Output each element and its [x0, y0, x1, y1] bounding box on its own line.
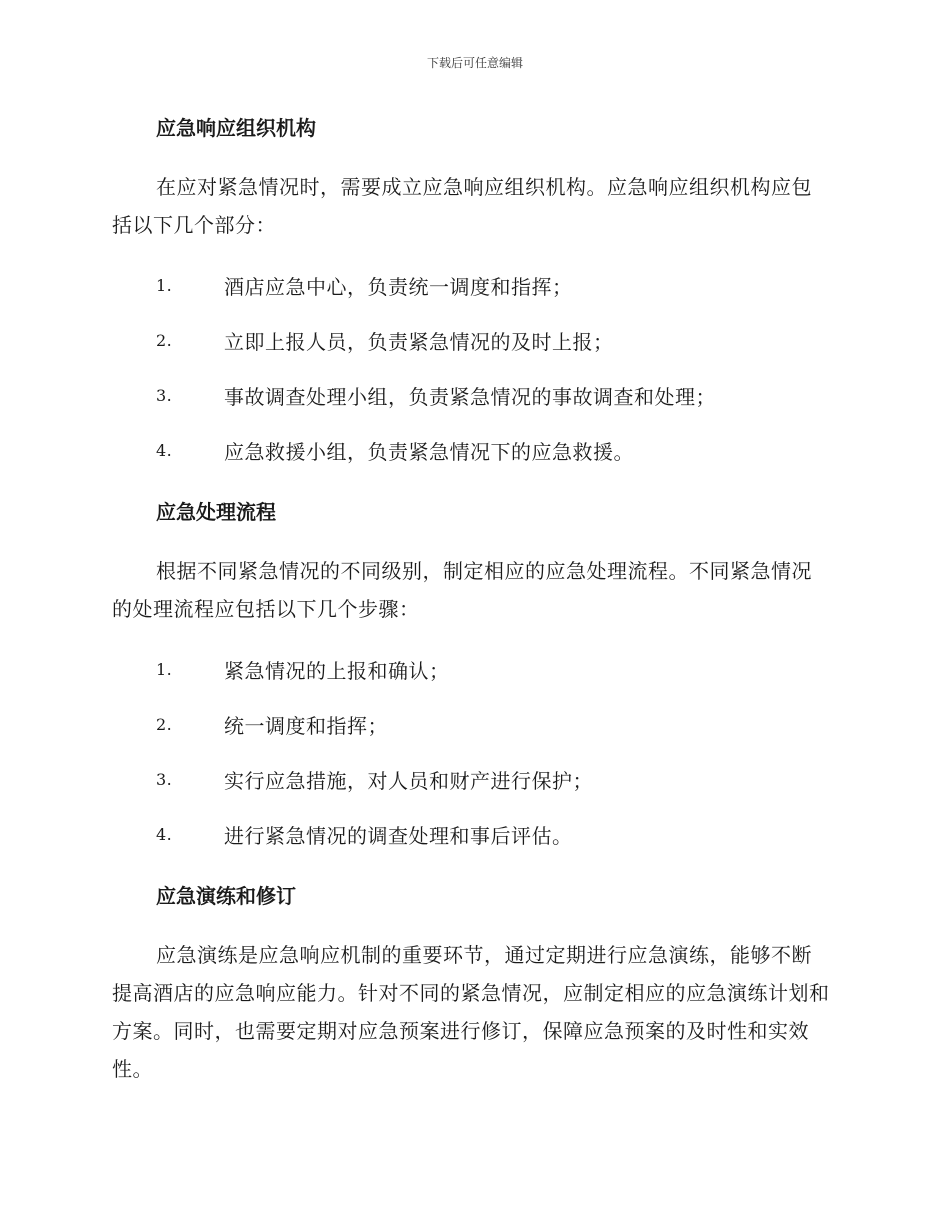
section-procedure	[112, 492, 832, 862]
list-number: 2.	[156, 715, 173, 734]
list-number: 4.	[156, 441, 173, 460]
section-heading: 应急演练和修订	[156, 884, 296, 908]
list-item	[112, 642, 832, 697]
list-text: 进行紧急情况的调查处理和事后评估。	[224, 824, 573, 848]
list-text: 立即上报人员，负责紧急情况的及时上报；	[224, 330, 614, 354]
list-number: 1.	[156, 276, 173, 295]
list-item	[112, 807, 832, 862]
section-paragraph: 在应对紧急情况时，需要成立应急响应组织机构。应急响应组织机构应包括以下几个部分：	[112, 175, 812, 237]
list-item	[112, 368, 832, 423]
list-text: 统一调度和指挥；	[224, 714, 388, 738]
list-item	[112, 697, 832, 752]
document-body	[112, 108, 832, 1102]
list-number: 3.	[156, 770, 173, 789]
list-item	[112, 258, 832, 313]
page-header: 下载后可任意编辑	[426, 56, 523, 70]
section-organization	[112, 108, 832, 478]
numbered-list	[112, 642, 832, 862]
numbered-list	[112, 258, 832, 478]
section-paragraph: 根据不同紧急情况的不同级别，制定相应的应急处理流程。不同紧急情况的处理流程应包括以下几个步骤：	[112, 559, 812, 621]
list-item	[112, 423, 832, 478]
section-paragraph: 应急演练是应急响应机制的重要环节，通过定期进行应急演练，能够不断提高酒店的应急响应能力。针对不同的紧急情况，应制定相应的应急演练计划和方案。同时，也需要定期对应急预案进行修订，保障应急预案的及时性和实效性。	[112, 943, 830, 1081]
list-text: 紧急情况的上报和确认；	[224, 659, 450, 683]
list-number: 4.	[156, 825, 173, 844]
list-text: 酒店应急中心，负责统一调度和指挥；	[224, 275, 573, 299]
list-item	[112, 752, 832, 807]
section-heading: 应急处理流程	[156, 500, 276, 524]
list-number: 2.	[156, 331, 173, 350]
list-number: 1.	[156, 660, 173, 679]
section-heading: 应急响应组织机构	[156, 116, 316, 140]
section-drill	[112, 876, 832, 1088]
list-number: 3.	[156, 386, 173, 405]
list-text: 实行应急措施，对人员和财产进行保护；	[224, 769, 593, 793]
list-item	[112, 313, 832, 368]
list-text: 应急救援小组，负责紧急情况下的应急救援。	[224, 440, 634, 464]
list-text: 事故调查处理小组，负责紧急情况的事故调查和处理；	[224, 385, 716, 409]
